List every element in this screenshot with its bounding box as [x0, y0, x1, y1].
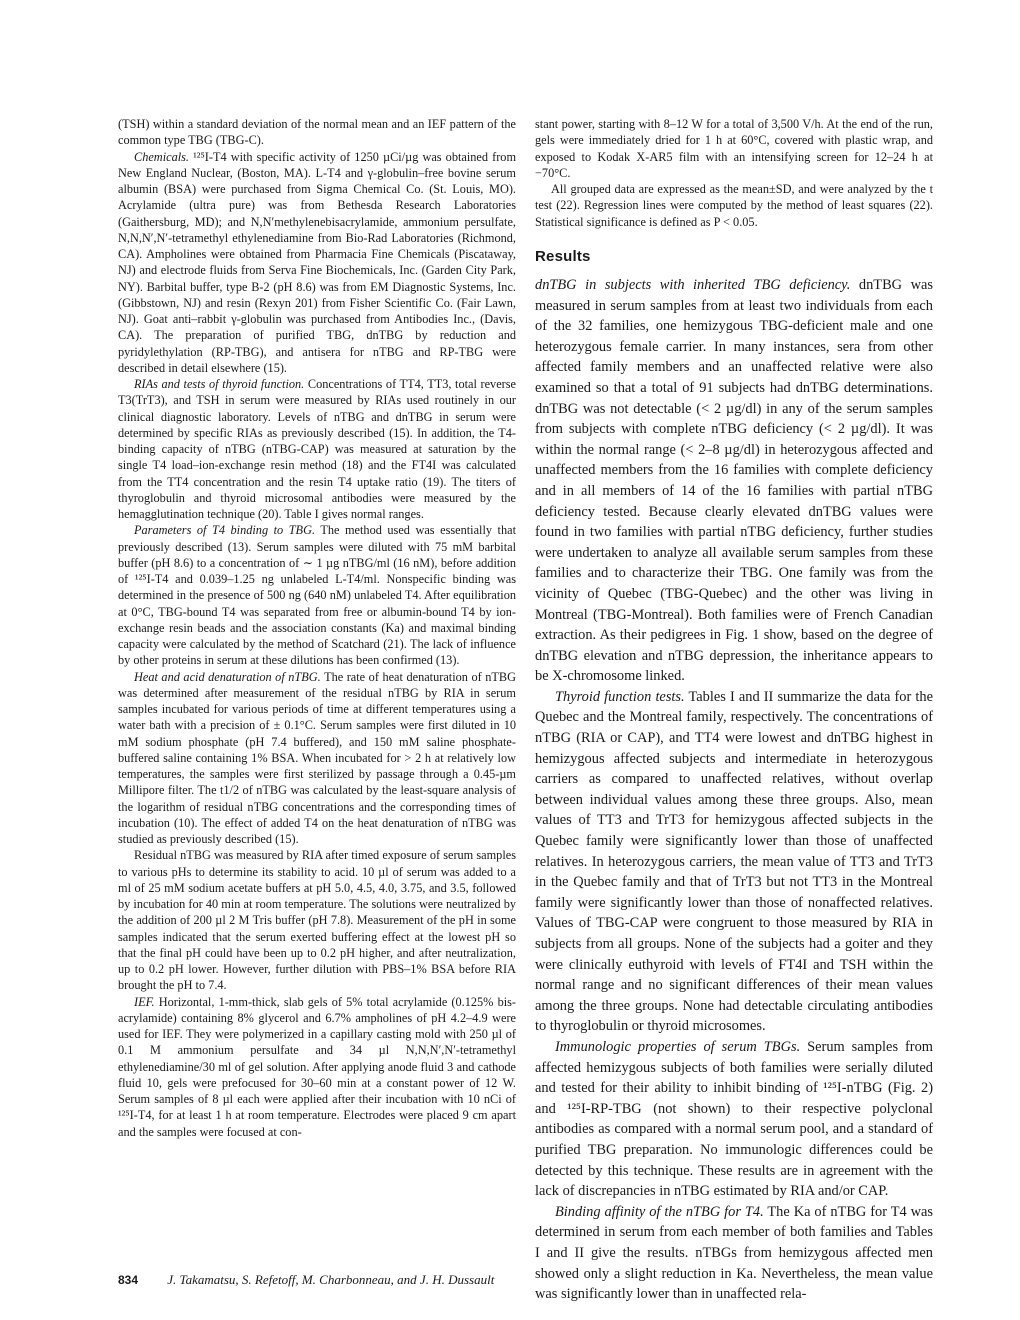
paragraph-chemicals: Chemicals. ¹²⁵I-T4 with specific activity of 1250 µCi/µg was obtained from New England Nuclear, (Boston, MA). L-T4 and γ-globulin–free bovine serum albumin (BSA) were purchased from Sigma Chemical Co. (St. Louis, MO). Acrylamide (ultra pure) was from Bethesda Research Laboratories (Gaithersburg, MD); and N,N′methylenebisacrylamide, ammonium persulfate, N,N,N′,N′-tetramethyl ethylenediamine from Bio-Rad Laboratories (Richmond, CA). Ampholines were obtained from Pharmacia Fine Chemicals (Piscataway, NJ) and electrode fluids from Serva Fine Biochemicals, Inc. (Garden City Park, NY). Barbital buffer, type B-2 (pH 8.6) was from EM Diagnostic Systems, Inc. (Gibbstown, NJ) and resin (Rexyn 201) from Fisher Scientific Co. (Fair Lawn, NJ). Goat anti–rabbit γ-globulin was purchased from Antibodies Inc., (Davis, CA). The preparation of purified TBG, dnTBG by reduction and pyridylethylation (RP-TBG), and antisera for nTBG and RP-TBG were described in detail elsewhere (15). [118, 149, 517, 375]
running-authors: J. Takamatsu, S. Refetoff, M. Charbonneau, and J. H. Dussault [167, 1272, 495, 1287]
page-number: 834 [118, 1273, 139, 1287]
paragraph-heat: Heat and acid denaturation of nTBG. The rate of heat denaturation of nTBG was determined after measurement of the residual nTBG by RIA in serum samples incubated for various periods of time at different temperatures using a water bath with a precision of ± 0.1°C. Serum samples were first diluted in 10 mM sodium phosphate (pH 7.4 buffered), and 150 mM saline phosphate-buffered saline containing 1% BSA. When incubated for > 2 h at relatively low temperatures, the samples were first sterilized by passage through a 0.45-µm Millipore filter. The t1/2 of nTBG was calculated by the least-square analysis of the logarithm of residual nTBG concentrations and the corresponding times of incubation (10). The effect of added T4 on the heat denaturation of nTBG was studied as previously described (15). [118, 669, 516, 846]
paragraph-dntbg: dnTBG in subjects with inherited TBG deficiency. dnTBG was measured in serum samples from at least two individuals from each of the 32 families, one hemizygous TBG-deficient male and one heterozygous female carrier. In many instances, sera from other affected family members and an unaffected relative were also examined so that a total of 91 subjects had dnTBG determinations. dnTBG was not detectable (< 2 µg/dl) in any of the serum samples from subjects with complete nTBG deficiency (< 2 µg/dl). It was within the normal range (< 2–8 µg/dl) in heterozygous affected and unaffected members from the 16 families with complete deficiency and in all members of 14 of the 16 families with partial nTBG deficiency tested. Because clearly elevated dnTBG values were found in two families with partial nTBG deficiency, further studies were undertaken to analyze all available serum samples from these families and to characterize their TBG. One family was from the vicinity of Quebec (TBG-Quebec) and the other was living in Montreal (TBG-Montreal). Both families were of French Canadian extraction. As their pedigrees in Fig. 1 show, based on the degree of dnTBG elevation and nTBG depression, the inheritance appears to be X-chromosome linked. [535, 277, 933, 685]
section-heading: IEF. [134, 994, 155, 1009]
paragraph-ief: IEF. Horizontal, 1-mm-thick, slab gels of 5% total acrylamide (0.125% bis-acrylamide) containing 8% glycerol and 6.7% ampholines of pH 4.2–4.9 were used for IEF. They were polymerized in a capillary casting mold with 250 µl of 0.1 M ammonium persulfate and 34 µl N,N,N′,N′-tetramethyl ethylenediamine/30 ml of gel solution. After applying anode fluid 3 and cathode fluid 10, gels were prefocused for 30–60 min at a constant power of 12 W. Serum samples of 8 µl each were applied after their incubation with 10 nCi of ¹²⁵I-T4, for at least 1 h at room temperature. Electrodes were placed 9 cm apart and the samples were focused at con- [118, 994, 517, 1139]
right-column-results [535, 275, 933, 1305]
section-heading: dnTBG in subjects with inherited TBG deficiency. [535, 277, 851, 293]
section-heading: RIAs and tests of thyroid function. [134, 377, 305, 391]
paragraph-parameters: Parameters of T4 binding to TBG. The method used was essentially that previously described (13). Serum samples were diluted with 75 mM barbital buffer (pH 8.6) to a concentration of ∼ 1 µg nTBG/ml (16 nM), before addition of ¹²⁵I-T4 and 0.039–1.25 ng unlabeled L-T4/ml. Nonspecific binding was determined in the presence of 500 ng (640 nM) unlabeled T4. After equilibration at 0°C, TBG-bound T4 was separated from free or albumin-bound T4 by ion-exchange resin beads and the association constants (Ka) and maximal binding capacity were calculated by the method of Scatchard (21). The lack of influence by other proteins in serum at these dilutions has been confirmed (13). [118, 523, 517, 668]
section-heading: Heat and acid denaturation of nTBG. [134, 669, 321, 684]
paragraph-rias: RIAs and tests of thyroid function. Concentrations of TT4, TT3, total reverse T3(TrT3), and TSH in serum were measured by RIAs used routinely in our clinical diagnostic laboratory. Levels of nTBG and dnTBG in serum were determined by specific RIAs as previously described (15). In addition, the T4-binding capacity of nTBG (nTBG-CAP) was measured at saturation by the single T4 load–ion-exchange resin method (18) and the FT4I was calculated from the TT4 concentration and the resin T4 uptake ratio (19). The titers of thyroglobulin and thyroid microsomal antibodies were measured by the hemagglutination technique (20). Table I gives normal ranges. [118, 377, 517, 521]
paragraph-thyroid: Thyroid function tests. Tables I and II summarize the data for the Quebec and the Montreal family, respectively. The concentrations of nTBG (RIA or CAP), and TT4 were lowest and dnTBG highest in hemizygous affected subjects and intermediate in heterozygous carriers as compared to unaffected relatives, without overlap between individual values among these three groups. Also, mean values of TT3 and TrT3 for hemizygous affected subjects in the Quebec family were significantly lower than those of unaffected relatives. In heterozygous carriers, the mean value of TT3 and TrT3 in the Quebec family and that of TrT3 but not TT3 in the Montreal family were significantly lower than those of nonaffected relatives. Values of TBG-CAP were congruent to those measured by RIA in subjects from all groups. None of the subjects had a goiter and they were clinically euthyroid with levels of FT4I and TSH within the normal range and no significant differences of their mean values among the three groups. None had detectable circulating antibodies to thyroglobulin or thyroid microsomes. [535, 688, 933, 1035]
left-column [118, 116, 516, 1140]
section-heading: Chemicals. [134, 149, 189, 164]
paragraph-immunologic: Immunologic properties of serum TBGs. Serum samples from affected hemizygous subjects of both families were serially diluted and tested for their ability to inhibit binding of ¹²⁵I-nTBG (Fig. 2) and ¹²⁵I-RP-TBG (not shown) to their respective polyclonal antibodies as compared with a normal serum pool, and a standard of purified TBG preparation. No immunologic differences could be detected by this technique. These results are in agreement with the lack of discrepancies in nTBG estimated by RIA and/or CAP. [535, 1038, 933, 1200]
paragraph: (TSH) within a standard deviation of the normal mean and an IEF pattern of the common type TBG (TBG-C). [118, 117, 516, 148]
section-heading: Immunologic properties of serum TBGs. [555, 1038, 801, 1055]
page-footer [118, 1272, 494, 1288]
section-heading: Thyroid function tests. [555, 688, 685, 705]
paragraph-binding: Binding affinity of the nTBG for T4. The Ka of nTBG for T4 was determined in serum from each member of both families and Tables I and II give the results. nTBGs from hemizygous affected men showed only a slight reduction in Ka. Nevertheless, the mean value was significantly lower than in unaffected rela- [535, 1203, 934, 1303]
results-heading: Results [535, 248, 591, 265]
paragraph-residual: Residual nTBG was measured by RIA after timed exposure of serum samples to various pHs to determine its stability to acid. 10 µl of serum was added to a ml of 25 mM sodium acetate buffers at pH 5.0, 4.5, 4.0, 3.75, and 3.5, followed by incubation for 40 min at room temperature. The solutions were neutralized by the addition of 200 µl 2 M Tris buffer (pH 7.8). Measurement of the pH in some samples indicated that the serum exerted buffering effect at the lowest pH so that the final pH could have been up to 0.2 pH higher, and after neutralization, up to 0.2 pH lower. However, further dilution with PBS–1% BSA before RIA brought the pH to 7.4. [118, 848, 516, 993]
right-column-top [535, 116, 933, 230]
section-heading: Binding affinity of the nTBG for T4. [555, 1203, 764, 1220]
section-heading: Parameters of T4 binding to TBG. [134, 523, 316, 538]
paragraph: stant power, starting with 8–12 W for a total of 3,500 V/h. At the end of the run, gels were immediately dried for 1 h at 60°C, covered with plastic wrap, and exposed to Kodak X-AR5 film with an intensifying screen for 12–24 h at −70°C. [535, 117, 933, 180]
paragraph-statistics: All grouped data are expressed as the mean±SD, and were analyzed by the t test (22). Regression lines were computed by the method of least squares (22). Statistical significance is defined as P < 0.05. [535, 182, 933, 229]
